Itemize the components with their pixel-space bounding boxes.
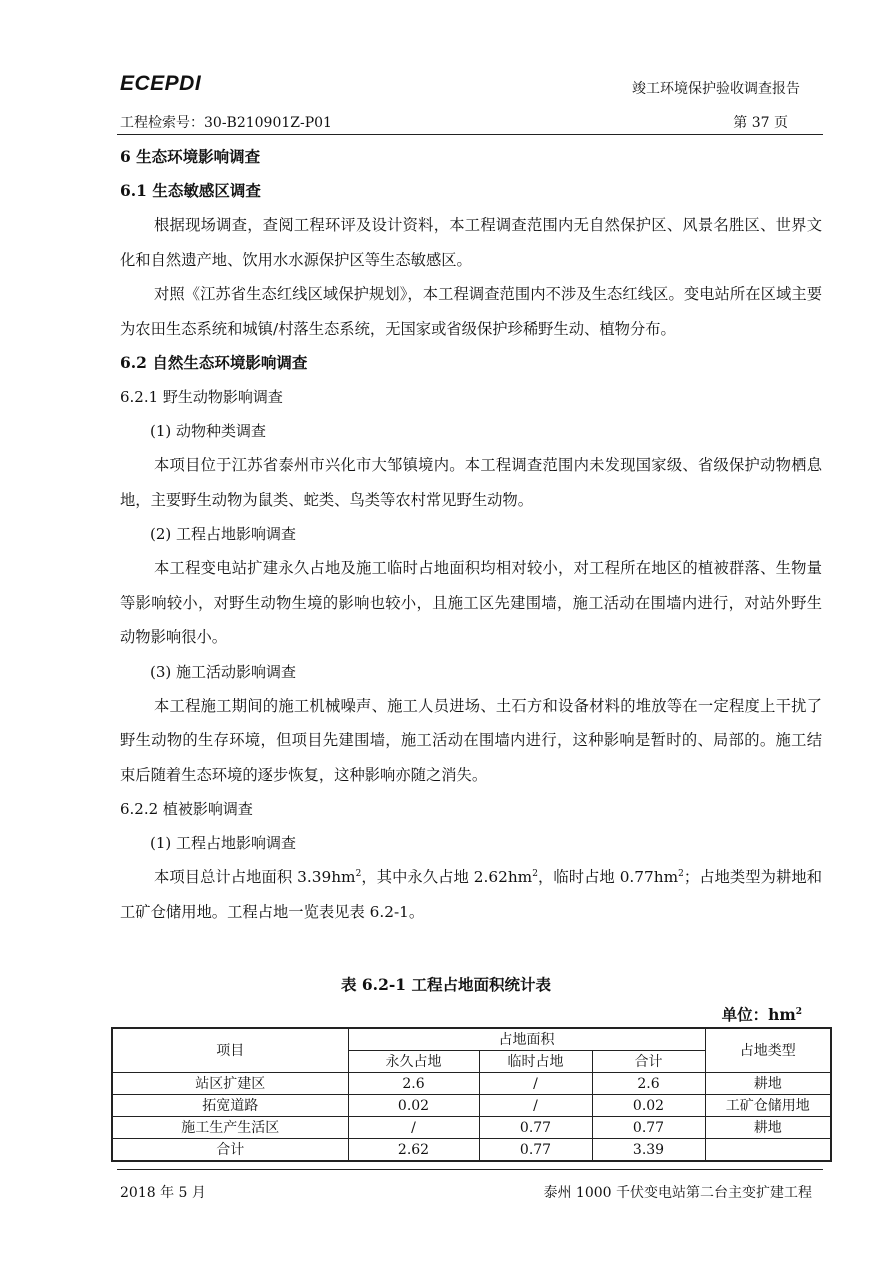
company-logo: ECEPDI <box>120 72 202 95</box>
footer-project-name: 泰州 1000 千伏变电站第二台主变扩建工程 <box>543 1185 812 1201</box>
footer-divider <box>117 1169 823 1170</box>
section-heading-6-2-1: 6.2.1 野生动物影响调查 <box>120 388 283 406</box>
paragraph: 本工程变电站扩建永久占地及施工临时占地面积均相对较小，对工程所在地区的植被群落、生物量等影响较小，对野生动物生境的影响也较小，且施工区先建围墙，施工活动在围墙内进行，对站外野生动物影响很小。 <box>120 559 822 646</box>
sub-item-heading: (2) 工程占地影响调查 <box>150 525 297 543</box>
table-cell: / <box>348 1117 479 1139</box>
header-divider <box>117 134 823 135</box>
table-cell: 3.39 <box>592 1139 705 1162</box>
superscript: 2 <box>355 868 362 879</box>
superscript: 2 <box>532 868 538 879</box>
project-index-number: 工程检索号：30-B210901Z-P01 <box>120 115 332 131</box>
paragraph: 本工程施工期间的施工机械噪声、施工人员进场、土石方和设备材料的堆放等在一定程度上干扰了野生动物的生存环境，但项目先建围墙，施工活动在围墙内进行，这种影响是暂时的、局部的。施工结束后随着生态环境的逐步恢复，这种影响亦随之消失。 <box>120 696 822 784</box>
table-cell <box>705 1139 831 1162</box>
sub-item-heading: (1) 工程占地影响调查 <box>150 834 297 852</box>
table-cell: 站区扩建区 <box>112 1073 348 1095</box>
section-heading-6-2: 6.2 自然生态环境影响调查 <box>120 353 308 372</box>
table-cell: 0.77 <box>479 1139 592 1162</box>
table-cell: 2.6 <box>348 1073 479 1095</box>
header-cell-temporary: 临时占地 <box>479 1051 592 1073</box>
paragraph: 本项目位于江苏省泰州市兴化市大邹镇境内。本工程调查范围内未发现国家级、省级保护动物栖息地，主要野生动物为鼠类、蛇类、鸟类等农村常见野生动物。 <box>120 456 822 509</box>
table-cell: 0.77 <box>479 1117 592 1139</box>
table-unit <box>722 1003 802 1025</box>
text-run: ，临时占地 0.77hm <box>537 868 679 886</box>
superscript: 2 <box>678 868 684 879</box>
page-number: 第 37 页 <box>733 115 788 131</box>
header-cell-item: 项目 <box>112 1028 348 1073</box>
header-cell-permanent: 永久占地 <box>348 1051 479 1073</box>
table-cell: 施工生产生活区 <box>112 1117 348 1139</box>
land-area-table <box>111 1027 832 1162</box>
sub-item-heading: (1) 动物种类调查 <box>150 422 267 440</box>
header-cell-total: 合计 <box>592 1051 705 1073</box>
paragraph: 对照《江苏省生态红线区域保护规划》，本工程调查范围内不涉及生态红线区。变电站所在区域主要为农田生态系统和城镇/村落生态系统，无国家或省级保护珍稀野生动、植物分布。 <box>120 285 822 338</box>
table-cell: 耕地 <box>705 1073 831 1095</box>
table-header-row <box>112 1028 831 1051</box>
table-cell: 2.62 <box>348 1139 479 1162</box>
unit-label: 单位：hm <box>721 1005 796 1024</box>
paragraph: 根据现场调查，查阅工程环评及设计资料，本工程调查范围内无自然保护区、风景名胜区、世界文化和自然遗产地、饮用水水源保护区等生态敏感区。 <box>120 216 822 269</box>
table-cell: / <box>479 1095 592 1117</box>
table-cell: 工矿仓储用地 <box>705 1095 831 1117</box>
section-heading-6-2-2: 6.2.2 植被影响调查 <box>120 800 253 818</box>
table-cell: 拓宽道路 <box>112 1095 348 1117</box>
section-heading-6-1: 6.1 生态敏感区调查 <box>120 181 261 200</box>
table-title: 表 6.2-1 工程占地面积统计表 <box>341 975 551 994</box>
paragraph-land-area <box>120 860 822 929</box>
report-title: 竣工环境保护验收调查报告 <box>632 81 800 97</box>
table-cell: 0.77 <box>592 1117 705 1139</box>
header-cell-area: 占地面积 <box>348 1028 705 1051</box>
text-run: ，其中永久占地 2.62hm <box>361 868 533 886</box>
table-cell: 2.6 <box>592 1073 705 1095</box>
section-heading-6: 6 生态环境影响调查 <box>120 147 261 166</box>
sub-item-heading: (3) 施工活动影响调查 <box>150 662 297 681</box>
table-cell: 0.02 <box>592 1095 705 1117</box>
page-body <box>120 140 822 929</box>
table-row <box>112 1073 831 1095</box>
text-run: ；占地类型为耕地和工矿仓储用地。工程占地一览表见表 6.2-1。 <box>120 868 823 921</box>
table-row <box>112 1095 831 1117</box>
table-cell: 合计 <box>112 1139 348 1162</box>
superscript: 2 <box>795 1006 802 1017</box>
table-cell: 耕地 <box>705 1117 831 1139</box>
table-cell: / <box>479 1073 592 1095</box>
table-total-row <box>112 1139 831 1162</box>
footer-date: 2018 年 5 月 <box>120 1185 206 1201</box>
header-cell-type: 占地类型 <box>705 1028 831 1073</box>
text-run: 本项目总计占地面积 3.39hm <box>154 868 356 886</box>
table-row <box>112 1117 831 1139</box>
table-cell: 0.02 <box>348 1095 479 1117</box>
